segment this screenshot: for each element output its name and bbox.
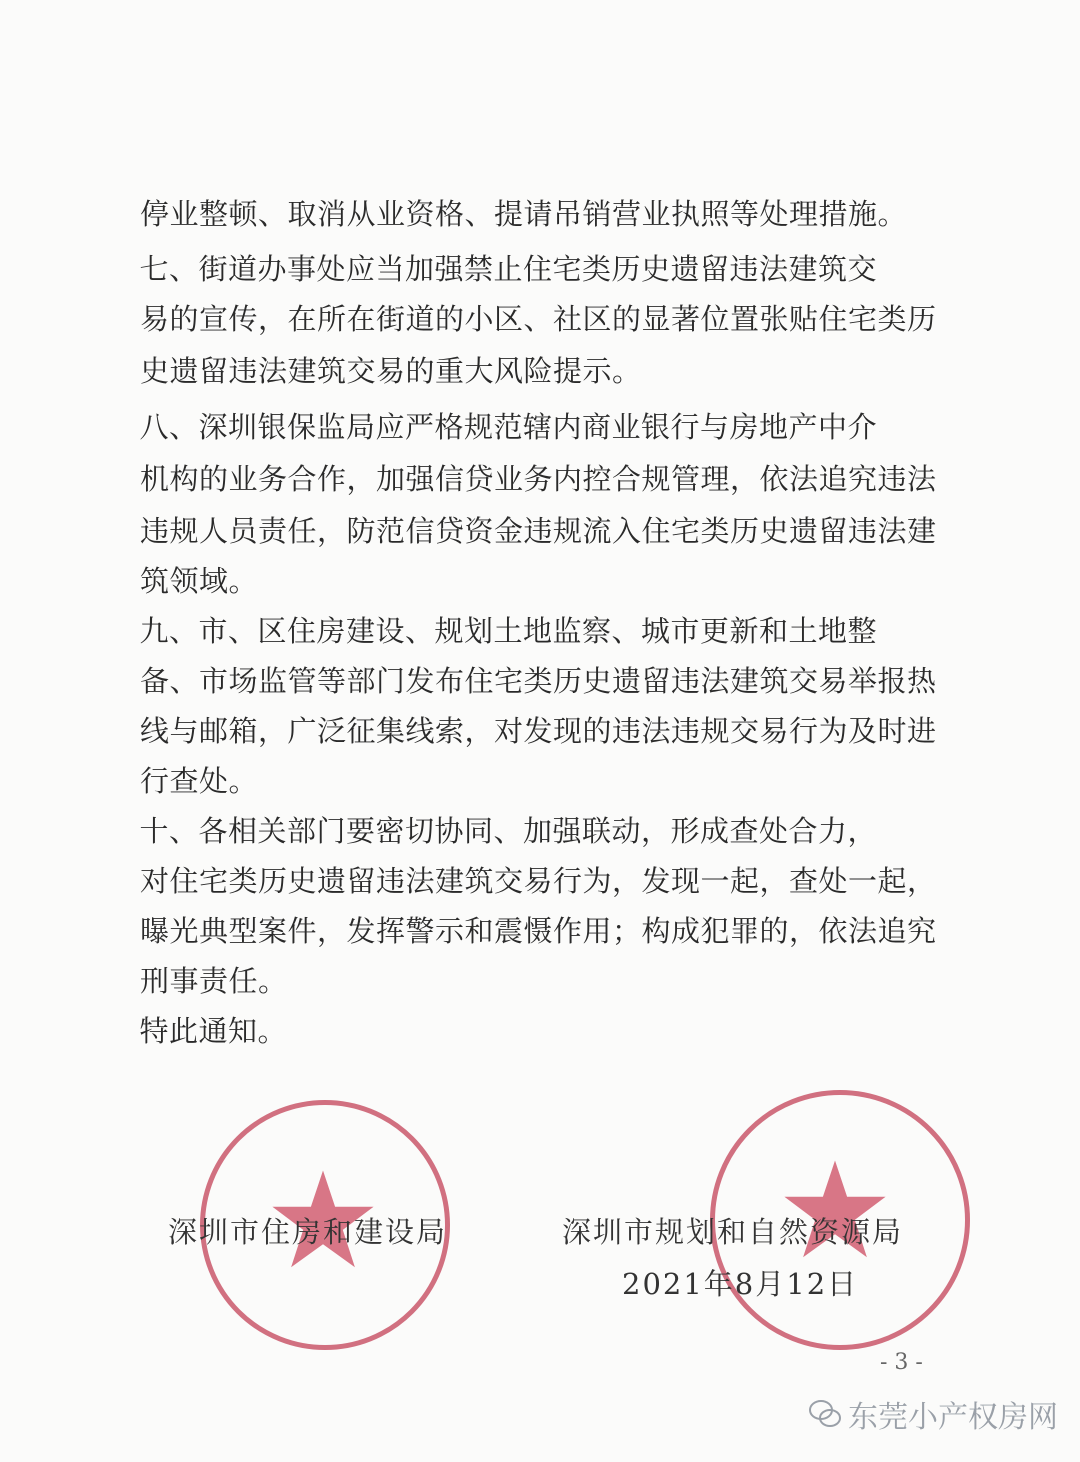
body-line: 刑事责任。 xyxy=(140,964,288,998)
body-line: 违规人员责任，防范信贷资金违规流入住宅类历史遗留违法建 xyxy=(140,514,937,548)
body-line: 七、街道办事处应当加强禁止住宅类历史遗留违法建筑交 xyxy=(110,252,878,286)
watermark xyxy=(808,1392,1058,1436)
body-line: 停业整顿、取消从业资格、提请吊销营业执照等处理措施。 xyxy=(140,197,908,231)
body-line: 曝光典型案件，发挥警示和震慑作用；构成犯罪的，依法追究 xyxy=(140,914,937,948)
page-number: - 3 - xyxy=(880,1350,923,1375)
body-line: 筑领域。 xyxy=(140,564,259,598)
body-line: 史遗留违法建筑交易的重大风险提示。 xyxy=(140,354,642,388)
wechat-icon xyxy=(808,1397,842,1431)
body-line: 十、各相关部门要密切协同、加强联动，形成查处合力， xyxy=(110,814,878,848)
body-line: 线与邮箱，广泛征集线索，对发现的违法违规交易行为及时进 xyxy=(140,714,937,748)
signature-housing-bureau: 深圳市住房和建设局 xyxy=(168,1215,448,1249)
body-line: 特此通知。 xyxy=(110,1014,288,1048)
body-line: 备、市场监管等部门发布住宅类历史遗留违法建筑交易举报热 xyxy=(140,664,937,698)
watermark-text: 东莞小产权房网 xyxy=(848,1400,1058,1435)
body-line: 行查处。 xyxy=(140,764,259,798)
body-line: 易的宣传，在所在街道的小区、社区的显著位置张贴住宅类历 xyxy=(140,302,937,336)
signature-planning-bureau: 深圳市规划和自然资源局 xyxy=(562,1215,904,1249)
signature-date: 2021年8月12日 xyxy=(622,1267,859,1301)
body-line: 九、市、区住房建设、规划土地监察、城市更新和土地整 xyxy=(110,614,878,648)
body-line: 八、深圳银保监局应严格规范辖内商业银行与房地产中介 xyxy=(110,410,878,444)
body-line: 机构的业务合作，加强信贷业务内控合规管理，依法追究违法 xyxy=(140,462,937,496)
body-line: 对住宅类历史遗留违法建筑交易行为，发现一起，查处一起， xyxy=(140,864,937,898)
